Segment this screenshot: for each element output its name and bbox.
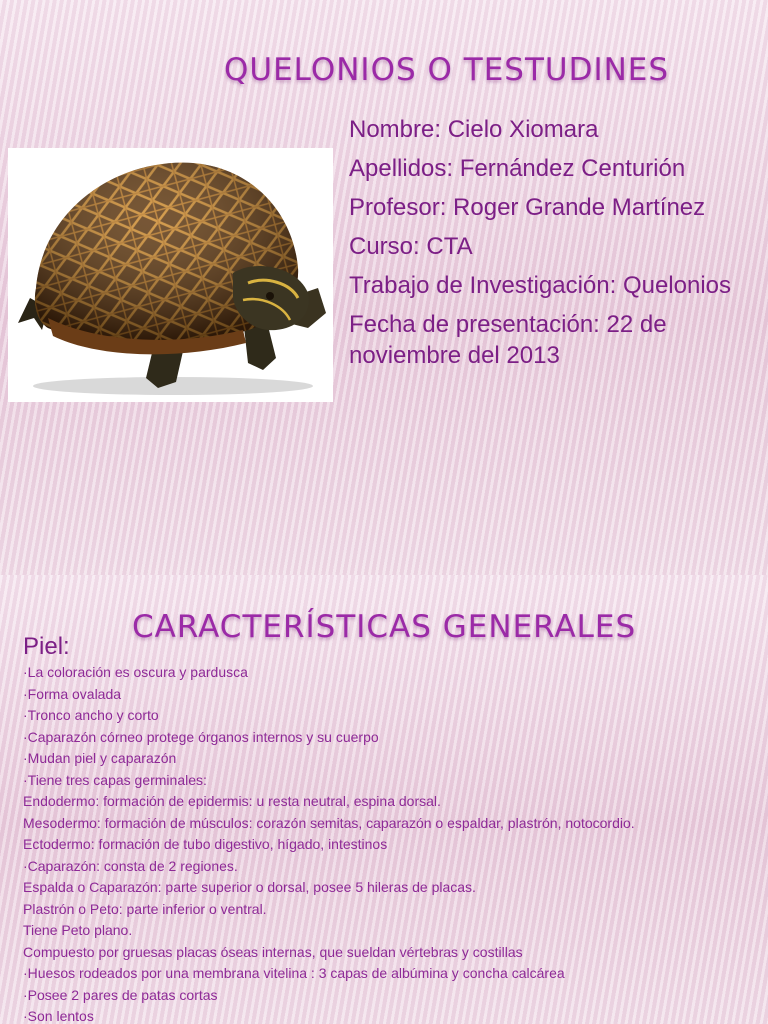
list-item: Compuesto por gruesas placas óseas internas, que sueldan vértebras y costillas <box>23 943 523 960</box>
info-item-teacher: Profesor: Roger Grande Martínez <box>349 194 706 221</box>
info-item-surname: Apellidos: Fernández Centurión <box>349 155 686 182</box>
list-item: Espalda o Caparazón: parte superior o dorsal, posee 5 hileras de placas. <box>23 879 476 895</box>
info-item-date: Fecha de presentación: 22 de noviembre del 2013 <box>349 311 667 369</box>
info-item-project: Trabajo de Investigación: Quelonios <box>349 272 732 299</box>
section-heading-piel: Piel: <box>23 633 70 660</box>
list-item: ·Caparazón: consta de 2 regiones. <box>23 857 238 874</box>
list-item: ·Huesos rodeados por una membrana vitelina : 3 capas de albúmina y concha calcárea <box>23 965 565 981</box>
list-item: Endodermo: formación de epidermis: u resta neutral, espina dorsal. <box>23 793 441 809</box>
list-item: Ectodermo: formación de tubo digestivo, hígado, intestinos <box>23 836 388 852</box>
slide-characteristics <box>0 575 768 1024</box>
turtle-photo <box>8 148 333 402</box>
info-item-course: Curso: CTA <box>349 233 473 260</box>
list-item: ·Caparazón córneo protege órganos internos y su cuerpo <box>23 728 379 745</box>
list-item: Tiene Peto plano. <box>23 922 133 938</box>
list-item: Mesodermo: formación de músculos: corazón semitas, caparazón o espaldar, plastrón, notocordio. <box>23 814 635 831</box>
list-item: ·Mudan piel y caparazón <box>23 750 177 766</box>
turtle-illustration <box>8 148 333 402</box>
list-item: ·Posee 2 pares de patas cortas <box>23 986 218 1003</box>
characteristics-list <box>23 662 753 1024</box>
list-item: ·La coloración es oscura y pardusca <box>23 664 248 680</box>
slide-title: CARACTERÍSTICAS GENERALES <box>132 609 637 645</box>
list-item: Plastrón o Peto: parte inferior o ventral. <box>23 900 267 917</box>
slide-title: QUELONIOS O TESTUDINES <box>224 52 670 88</box>
list-item: ·Forma ovalada <box>23 685 122 702</box>
list-item: ·Tronco ancho y corto <box>23 707 159 723</box>
info-item-name: Nombre: Cielo Xiomara <box>349 116 599 143</box>
list-item: ·Son lentos <box>23 1008 94 1024</box>
student-info-list <box>349 114 749 379</box>
list-item: ·Tiene tres capas germinales: <box>23 771 207 788</box>
